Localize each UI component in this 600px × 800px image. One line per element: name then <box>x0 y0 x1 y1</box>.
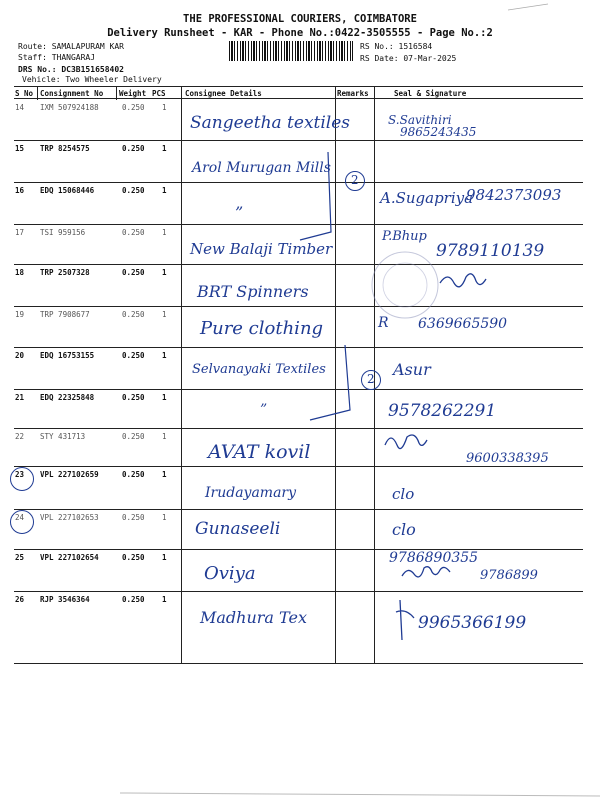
cell-pcs: 1 <box>162 393 167 402</box>
cell-sno: 20 <box>15 351 25 360</box>
handwritten-consignee: AVAT kovil <box>208 441 311 463</box>
staff-label: Staff: THANGARAJ <box>18 53 96 62</box>
handwritten-consignee: Selvanayaki Textiles <box>192 362 326 377</box>
cell-pcs: 1 <box>162 228 167 237</box>
handwritten-consignee: New Balaji Timber <box>190 240 333 258</box>
handwritten-consignee: Irudayamary <box>205 485 297 501</box>
handwritten-consignee: Arol Murugan Mills <box>192 160 331 176</box>
handwritten-signature: clo <box>392 485 415 503</box>
handwritten-consignee: Gunaseeli <box>195 519 281 539</box>
bracket-mark <box>300 152 331 240</box>
cell-consignment-no: STY 431713 <box>40 432 86 441</box>
cell-consignment-no: TRP 7908677 <box>40 310 90 319</box>
company-title: THE PROFESSIONAL COURIERS, COIMBATORE <box>183 13 417 25</box>
handwritten-phone: 9865243435 <box>400 125 477 139</box>
handwritten-consignee: Sangeetha textiles <box>190 113 351 133</box>
row-circle <box>10 510 34 534</box>
col-header-pcs: PCS <box>152 89 166 98</box>
cell-pcs: 1 <box>162 103 167 112</box>
drs-label: DRS No.: DC3B151658402 <box>18 65 124 74</box>
col-header-weight: Weight <box>119 89 147 98</box>
rs-date: RS Date: 07-Mar-2025 <box>360 54 457 63</box>
page-edge-line <box>120 793 600 796</box>
handwritten-signature: S.Savithiri <box>388 113 452 127</box>
col-header-signature: Seal & Signature <box>394 89 467 98</box>
cell-weight: 0.250 <box>122 268 145 277</box>
signature-scribble <box>396 600 414 640</box>
signature-scribble <box>402 567 450 577</box>
cell-pcs: 1 <box>162 595 167 604</box>
runsheet-subtitle: Delivery Runsheet - KAR - Phone No.:0422-3505555 - Page No.:2 <box>107 27 493 39</box>
cell-consignment-no: TRP 8254575 <box>40 144 90 153</box>
remark-circle <box>361 370 381 390</box>
cell-weight: 0.250 <box>122 310 145 319</box>
cell-consignment-no: VPL 227102659 <box>40 470 99 479</box>
cell-sno: 22 <box>15 432 25 441</box>
cell-consignment-no: EDQ 22325848 <box>40 393 95 402</box>
handwritten-signature: clo <box>392 520 416 539</box>
cell-consignment-no: IXM 507924188 <box>40 103 99 112</box>
cell-pcs: 1 <box>162 268 167 277</box>
col-header-sno: S No <box>15 89 34 98</box>
handwritten-phone: 9600338395 <box>466 451 549 466</box>
corner-mark <box>508 4 548 10</box>
signature-scribble <box>385 435 427 449</box>
signature-scribble <box>440 274 486 287</box>
handwritten-phone: 9786890355 <box>389 550 479 566</box>
row-circle <box>10 467 34 491</box>
cell-sno: 21 <box>15 393 25 402</box>
rs-number: RS No.: 1516584 <box>360 42 433 51</box>
remark-circle <box>345 171 365 191</box>
cell-sno: 19 <box>15 310 25 319</box>
cell-pcs: 1 <box>162 144 167 153</box>
cell-weight: 0.250 <box>122 470 145 479</box>
cell-weight: 0.250 <box>122 228 145 237</box>
cell-consignment-no: VPL 227102654 <box>40 553 99 562</box>
handwritten-phone: 9842373093 <box>466 186 562 204</box>
vehicle-label: Vehicle: Two Wheeler Delivery <box>22 75 162 84</box>
col-header-consignee: Consignee Details <box>185 89 262 98</box>
handwritten-consignee: BRT Spinners <box>197 282 309 301</box>
cell-consignment-no: VPL 227102653 <box>40 513 99 522</box>
cell-weight: 0.250 <box>122 186 145 195</box>
cell-sno: 16 <box>15 186 25 195</box>
cell-sno: 15 <box>15 144 25 153</box>
handwritten-consignee: Madhura Tex <box>200 608 307 627</box>
handwritten-consignee: Pure clothing <box>200 318 324 339</box>
cell-sno: 24 <box>15 513 25 522</box>
cell-pcs: 1 <box>162 310 167 319</box>
remark-number: 2 <box>367 372 375 386</box>
cell-consignment-no: TRP 2507328 <box>40 268 90 277</box>
cell-sno: 14 <box>15 103 25 112</box>
handwritten-phone: 9965366199 <box>418 613 527 633</box>
cell-pcs: 1 <box>162 186 167 195</box>
handwritten-signature: P.Bhup <box>382 229 427 244</box>
cell-sno: 17 <box>15 228 25 237</box>
cell-pcs: 1 <box>162 470 167 479</box>
col-header-remarks: Remarks <box>337 89 369 98</box>
row25-extra-phone: 9786899 <box>480 568 538 583</box>
seal-stamp-inner <box>383 263 427 307</box>
remark-number: 2 <box>351 173 359 187</box>
handwritten-phone: 6369665590 <box>418 316 508 332</box>
cell-sno: 25 <box>15 553 25 562</box>
cell-consignment-no: EDQ 16753155 <box>40 351 95 360</box>
cell-pcs: 1 <box>162 351 167 360</box>
bracket-mark <box>310 345 350 420</box>
cell-weight: 0.250 <box>122 553 145 562</box>
handwritten-consignee: ” <box>235 203 244 222</box>
cell-weight: 0.250 <box>122 432 145 441</box>
handwritten-signature: Asur <box>393 360 431 379</box>
cell-sno: 18 <box>15 268 25 277</box>
handwritten-consignee: ” <box>260 402 268 418</box>
cell-pcs: 1 <box>162 513 167 522</box>
col-header-consignment: Consignment No <box>40 89 104 98</box>
handwritten-phone: 9578262291 <box>388 401 497 421</box>
cell-consignment-no: EDQ 15068446 <box>40 186 95 195</box>
cell-sno: 23 <box>15 470 25 479</box>
handwritten-signature: A.Sugapriya <box>380 189 474 207</box>
route-label: Route: SAMALAPURAM KAR <box>18 42 124 51</box>
cell-consignment-no: RJP 3546364 <box>40 595 90 604</box>
cell-weight: 0.250 <box>122 103 145 112</box>
cell-weight: 0.250 <box>122 144 145 153</box>
cell-weight: 0.250 <box>122 393 145 402</box>
handwritten-signature: R <box>378 315 389 331</box>
cell-sno: 26 <box>15 595 25 604</box>
cell-weight: 0.250 <box>122 351 145 360</box>
cell-weight: 0.250 <box>122 513 145 522</box>
handwritten-consignee: Oviya <box>204 563 256 584</box>
cell-pcs: 1 <box>162 432 167 441</box>
cell-pcs: 1 <box>162 553 167 562</box>
seal-stamp <box>372 252 438 318</box>
cell-weight: 0.250 <box>122 595 145 604</box>
cell-consignment-no: TSI 959156 <box>40 228 86 237</box>
handwritten-phone: 9789110139 <box>436 241 545 261</box>
